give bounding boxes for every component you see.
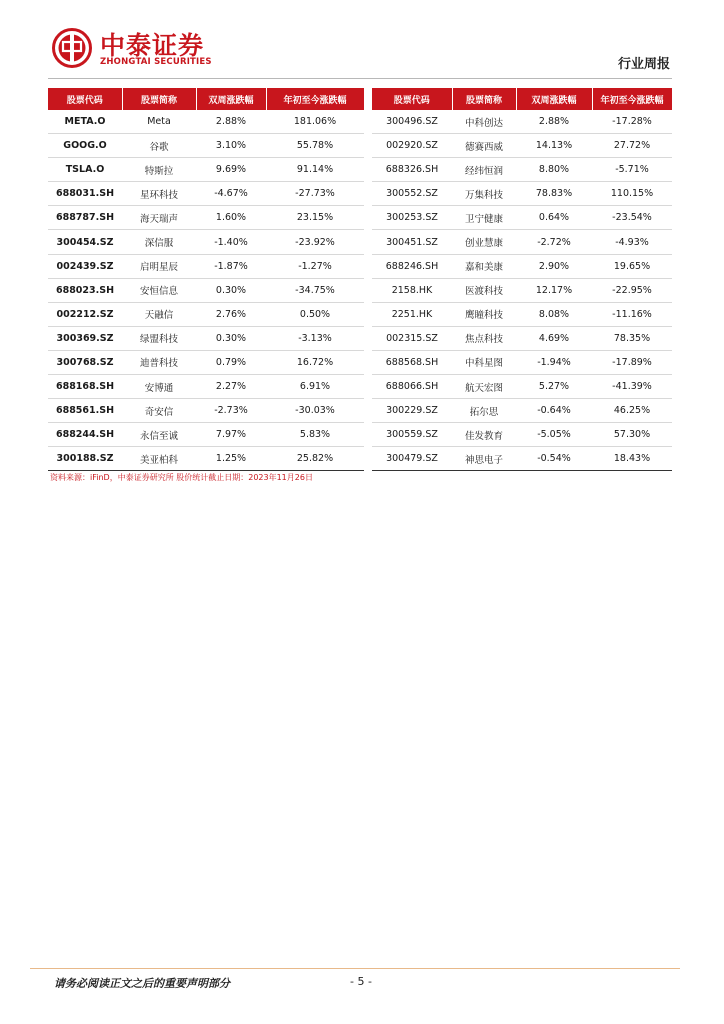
biweekly-change-cell: 2.90% [516,254,592,278]
column-separator [364,399,372,423]
column-separator [364,375,372,399]
column-separator [364,254,372,278]
biweekly-change-cell: 14.13% [516,134,592,158]
ytd-change-cell: -30.03% [266,399,364,423]
stock-name-cell: 医渡科技 [452,278,516,302]
ytd-change-cell: 91.14% [266,158,364,182]
ytd-change-cell: 6.91% [266,375,364,399]
stock-name-cell: Meta [122,110,196,134]
stock-name-cell: 天融信 [122,302,196,326]
column-header: 股票代码 [48,88,122,110]
table-row [48,134,672,158]
ytd-change-cell: -5.71% [592,158,672,182]
stock-code-cell: 688244.SH [48,423,122,447]
page-header [0,0,724,84]
stock-code-cell: 002439.SZ [48,254,122,278]
biweekly-change-cell: 9.69% [196,158,266,182]
table-row [48,230,672,254]
stock-code-cell: 688168.SH [48,375,122,399]
column-separator [364,110,372,134]
biweekly-change-cell: 12.17% [516,278,592,302]
table-row [48,254,672,278]
biweekly-change-cell: 1.60% [196,206,266,230]
stock-code-cell: 688561.SH [48,399,122,423]
table-body [48,110,672,471]
stock-name-cell: 神思电子 [452,447,516,471]
stock-performance-table [48,88,673,471]
table-row [48,399,672,423]
stock-code-cell: 2158.HK [372,278,452,302]
stock-name-cell: 航天宏图 [452,375,516,399]
table-row [48,375,672,399]
ytd-change-cell: -41.39% [592,375,672,399]
table-row [48,278,672,302]
column-separator [364,447,372,471]
stock-code-cell: 688246.SH [372,254,452,278]
biweekly-change-cell: 0.30% [196,278,266,302]
ytd-change-cell: -23.54% [592,206,672,230]
footer-divider [30,968,680,969]
ytd-change-cell: 78.35% [592,326,672,350]
table-row [48,302,672,326]
stock-code-cell: 002920.SZ [372,134,452,158]
column-separator [364,423,372,447]
biweekly-change-cell: 2.88% [196,110,266,134]
table-row [48,326,672,350]
stock-name-cell: 经纬恒润 [452,158,516,182]
biweekly-change-cell: -1.94% [516,350,592,374]
ytd-change-cell: 18.43% [592,447,672,471]
stock-code-cell: 300479.SZ [372,447,452,471]
biweekly-change-cell: -0.54% [516,447,592,471]
stock-code-cell: 300229.SZ [372,399,452,423]
biweekly-change-cell: 2.88% [516,110,592,134]
column-separator [364,278,372,302]
column-header: 双周涨跌幅 [516,88,592,110]
stock-code-cell: 002315.SZ [372,326,452,350]
stock-name-cell: 万集科技 [452,182,516,206]
biweekly-change-cell: 1.25% [196,447,266,471]
stock-name-cell: 美亚柏科 [122,447,196,471]
stock-code-cell: 300768.SZ [48,350,122,374]
ytd-change-cell: -17.28% [592,110,672,134]
stock-name-cell: 绿盟科技 [122,326,196,350]
biweekly-change-cell: 8.08% [516,302,592,326]
biweekly-change-cell: -2.72% [516,230,592,254]
stock-name-cell: 焦点科技 [452,326,516,350]
stock-code-cell: 688066.SH [372,375,452,399]
ytd-change-cell: -17.89% [592,350,672,374]
stock-name-cell: 深信服 [122,230,196,254]
stock-code-cell: 300454.SZ [48,230,122,254]
stock-code-cell: META.O [48,110,122,134]
stock-name-cell: 特斯拉 [122,158,196,182]
stock-code-cell: 300496.SZ [372,110,452,134]
column-separator [364,350,372,374]
stock-name-cell: 谷歌 [122,134,196,158]
stock-code-cell: 300369.SZ [48,326,122,350]
logo-chinese-name: 中泰证券 [100,31,205,60]
stock-name-cell: 嘉和美康 [452,254,516,278]
stock-code-cell: GOOG.O [48,134,122,158]
column-separator [364,158,372,182]
column-header: 双周涨跌幅 [196,88,266,110]
table-row [48,206,672,230]
table-row [48,158,672,182]
ytd-change-cell: -23.92% [266,230,364,254]
biweekly-change-cell: -0.64% [516,399,592,423]
biweekly-change-cell: 78.83% [516,182,592,206]
data-source-note: 资料来源：iFinD，中泰证券研究所 股价统计截止日期：2023年11月26日 [50,473,313,482]
biweekly-change-cell: 4.69% [516,326,592,350]
column-separator [364,302,372,326]
stock-name-cell: 奇安信 [122,399,196,423]
ytd-change-cell: 55.78% [266,134,364,158]
ytd-change-cell: 16.72% [266,350,364,374]
table-row [48,110,672,134]
ytd-change-cell: 5.83% [266,423,364,447]
biweekly-change-cell: 2.76% [196,302,266,326]
column-separator [364,206,372,230]
ytd-change-cell: -22.95% [592,278,672,302]
biweekly-change-cell: 3.10% [196,134,266,158]
stock-code-cell: 688023.SH [48,278,122,302]
header-divider [48,78,672,79]
page-number: - 5 - [350,975,372,988]
stock-name-cell: 永信至诚 [122,423,196,447]
biweekly-change-cell: 2.27% [196,375,266,399]
stock-code-cell: 300451.SZ [372,230,452,254]
column-header: 年初至今涨跌幅 [266,88,364,110]
ytd-change-cell: -4.93% [592,230,672,254]
biweekly-change-cell: 5.27% [516,375,592,399]
ytd-change-cell: 0.50% [266,302,364,326]
ytd-change-cell: -1.27% [266,254,364,278]
ytd-change-cell: 25.82% [266,447,364,471]
ytd-change-cell: 57.30% [592,423,672,447]
stock-code-cell: 688031.SH [48,182,122,206]
column-header: 年初至今涨跌幅 [592,88,672,110]
stock-code-cell: 688568.SH [372,350,452,374]
stock-code-cell: 300253.SZ [372,206,452,230]
stock-name-cell: 中科创达 [452,110,516,134]
biweekly-change-cell: 0.79% [196,350,266,374]
biweekly-change-cell: 8.80% [516,158,592,182]
stock-name-cell: 安恒信息 [122,278,196,302]
ytd-change-cell: 27.72% [592,134,672,158]
stock-name-cell: 鹰瞳科技 [452,302,516,326]
biweekly-change-cell: -1.40% [196,230,266,254]
column-separator [364,182,372,206]
column-header: 股票简称 [452,88,516,110]
stock-code-cell: 002212.SZ [48,302,122,326]
column-header: 股票简称 [122,88,196,110]
stock-name-cell: 海天瑞声 [122,206,196,230]
stock-code-cell: 300552.SZ [372,182,452,206]
stock-name-cell: 中科星图 [452,350,516,374]
ytd-change-cell: -27.73% [266,182,364,206]
stock-code-cell: 300559.SZ [372,423,452,447]
table-row [48,182,672,206]
table-row [48,350,672,374]
biweekly-change-cell: 7.97% [196,423,266,447]
column-header: 股票代码 [372,88,452,110]
ytd-change-cell: 23.15% [266,206,364,230]
ytd-change-cell: 181.06% [266,110,364,134]
ytd-change-cell: 46.25% [592,399,672,423]
ytd-change-cell: 19.65% [592,254,672,278]
ytd-change-cell: -11.16% [592,302,672,326]
biweekly-change-cell: -1.87% [196,254,266,278]
stock-code-cell: 2251.HK [372,302,452,326]
stock-code-cell: TSLA.O [48,158,122,182]
ytd-change-cell: -34.75% [266,278,364,302]
stock-name-cell: 启明星辰 [122,254,196,278]
report-type-label: 行业周报 [617,57,670,72]
column-separator [364,88,372,110]
stock-name-cell: 迪普科技 [122,350,196,374]
stock-name-cell: 佳发教育 [452,423,516,447]
ytd-change-cell: 110.15% [592,182,672,206]
stock-name-cell: 创业慧康 [452,230,516,254]
column-separator [364,326,372,350]
biweekly-change-cell: -2.73% [196,399,266,423]
stock-code-cell: 688787.SH [48,206,122,230]
stock-code-cell: 688326.SH [372,158,452,182]
ytd-change-cell: -3.13% [266,326,364,350]
table-row [48,423,672,447]
table-header-row [48,88,672,110]
stock-name-cell: 星环科技 [122,182,196,206]
stock-name-cell: 安博通 [122,375,196,399]
zhongtai-logo-icon [52,28,92,68]
footer-disclaimer: 请务必阅读正文之后的重要声明部分 [54,977,230,990]
biweekly-change-cell: 0.64% [516,206,592,230]
column-separator [364,230,372,254]
table-row [48,447,672,471]
stock-name-cell: 卫宁健康 [452,206,516,230]
logo-english-name: ZHONGTAI SECURITIES [100,57,212,67]
column-separator [364,134,372,158]
stock-name-cell: 德赛西威 [452,134,516,158]
biweekly-change-cell: 0.30% [196,326,266,350]
biweekly-change-cell: -4.67% [196,182,266,206]
stock-code-cell: 300188.SZ [48,447,122,471]
stock-name-cell: 拓尔思 [452,399,516,423]
biweekly-change-cell: -5.05% [516,423,592,447]
